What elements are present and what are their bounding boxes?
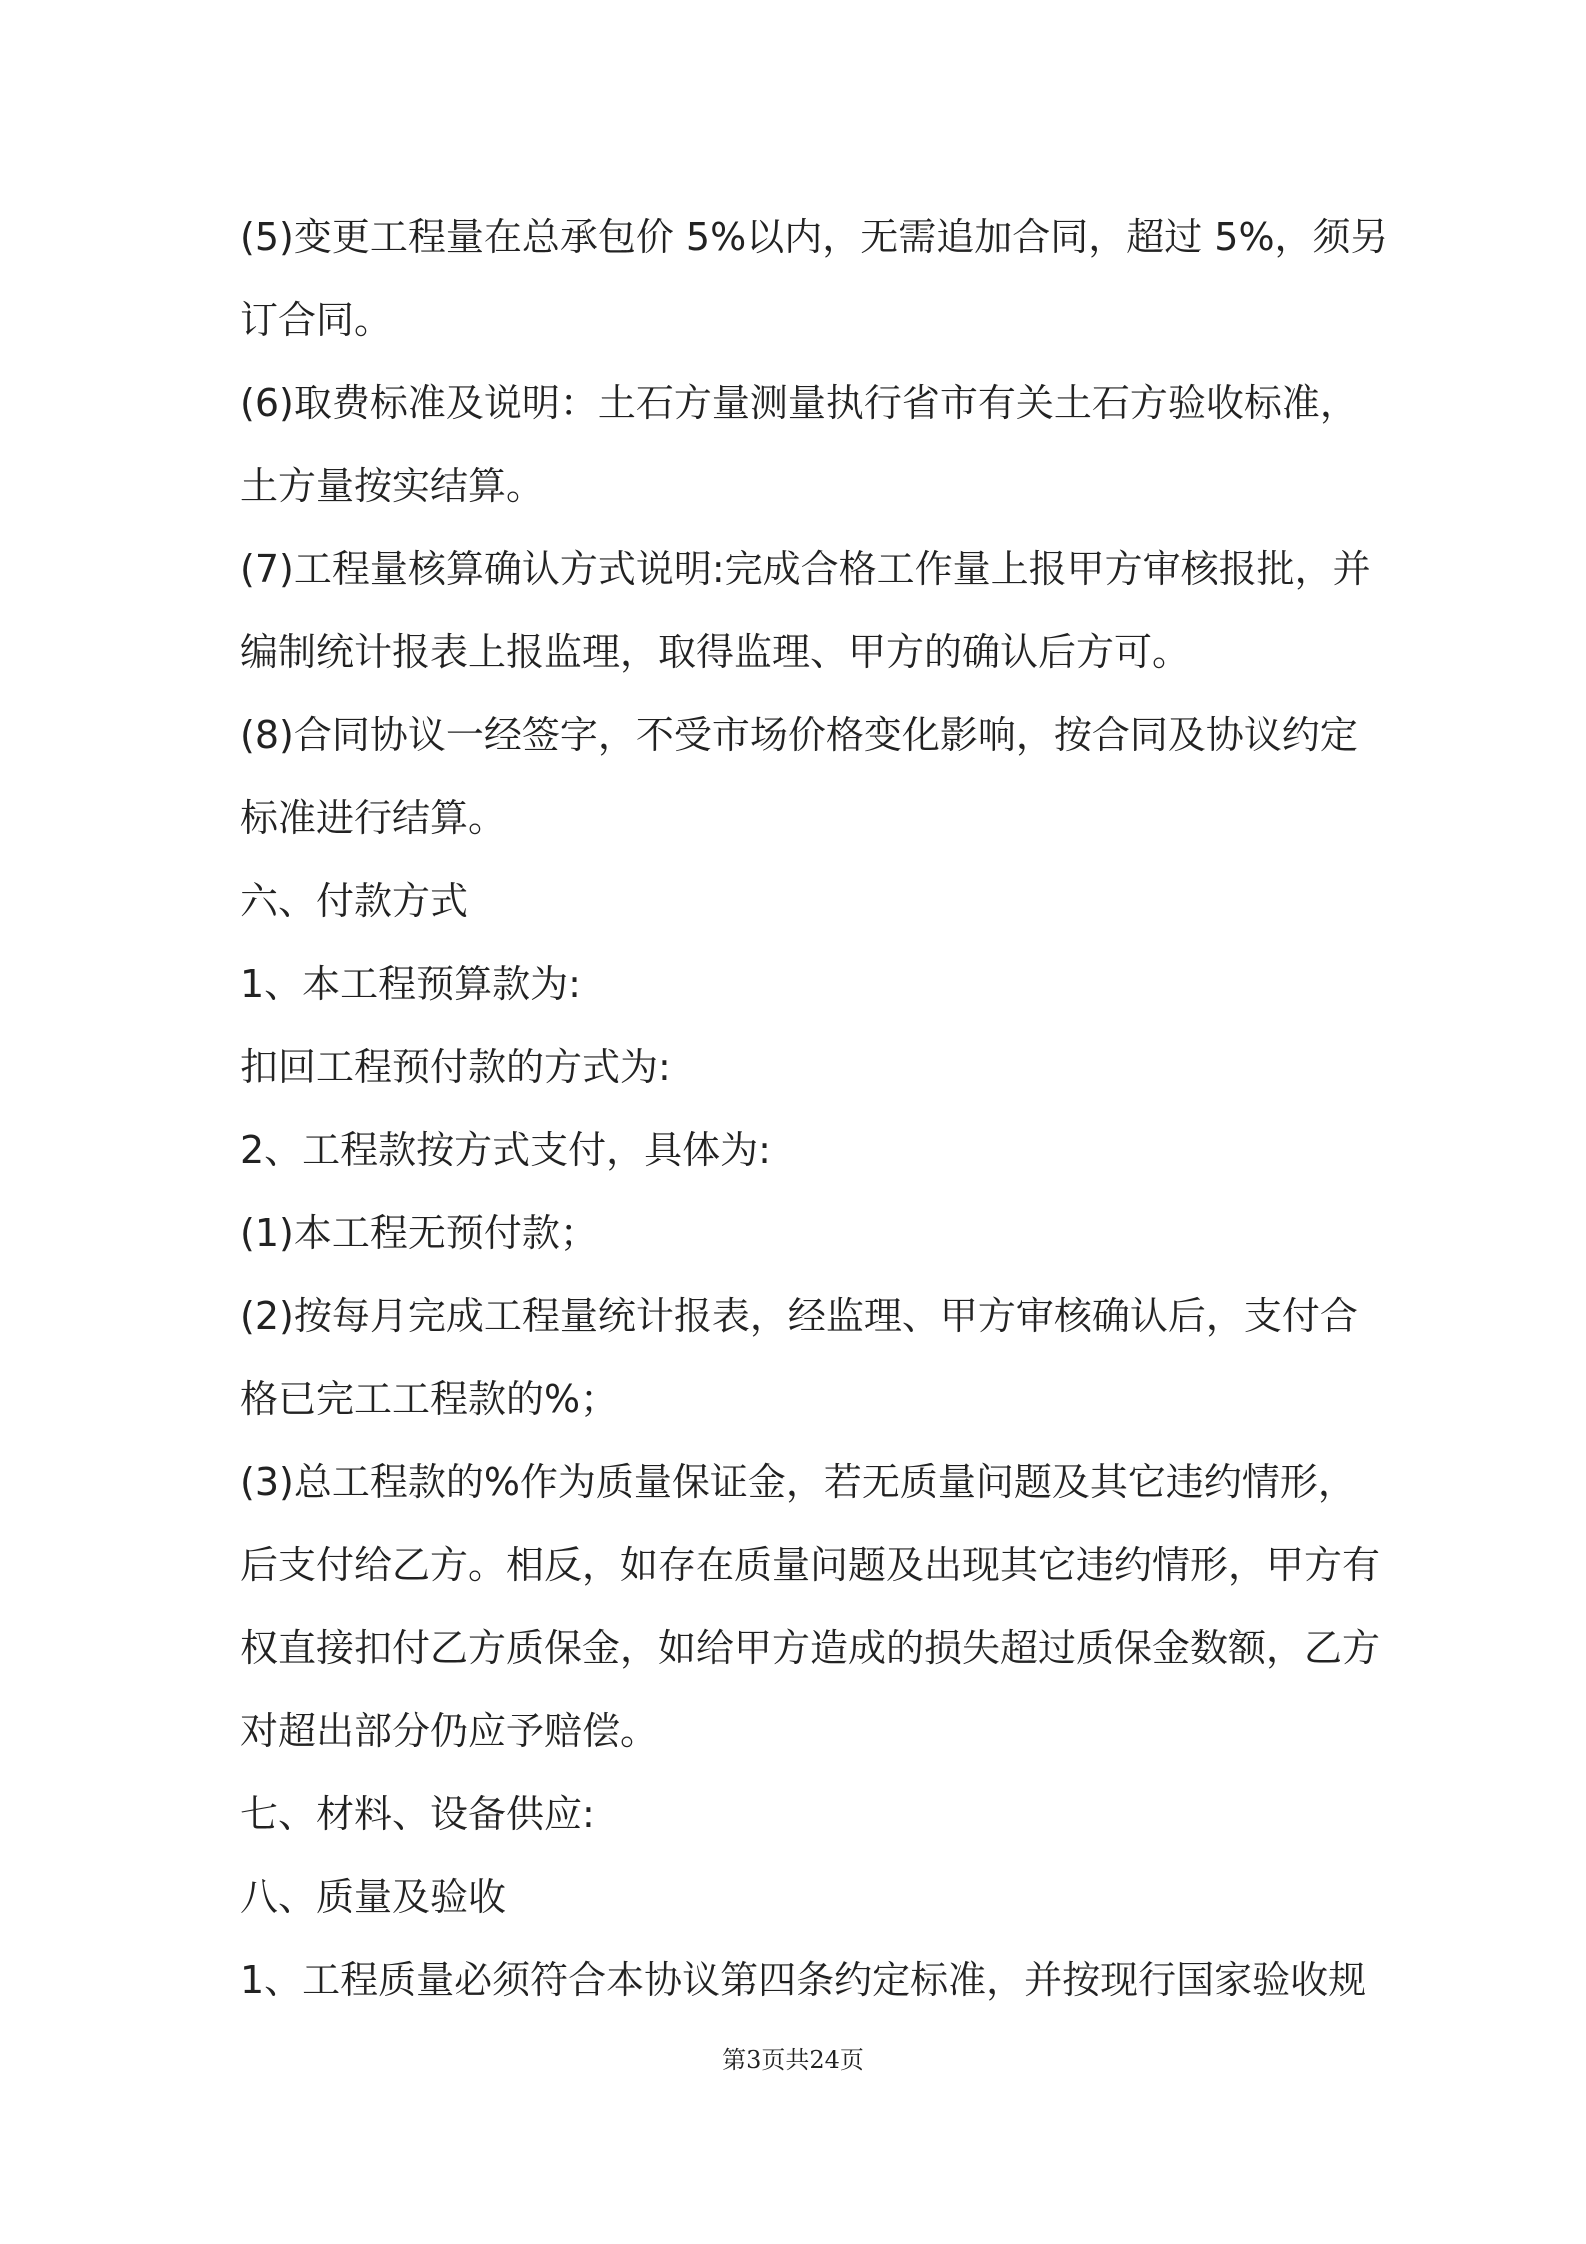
text-line: (6)取费标准及说明：土石方量测量执行省市有关土石方验收标准， [240,381,1358,425]
text-line: 标准进行结算。 [240,796,507,840]
text-line: (5)变更工程量在总承包价 5%以内，无需追加合同，超过 5%，须另 [240,215,1389,259]
text-line: 2、工程款按方式支付，具体为: [240,1128,771,1172]
text-line: 对超出部分仍应予赔偿。 [240,1709,659,1753]
section-heading: 六、付款方式 [240,879,469,923]
text-line: 权直接扣付乙方质保金，如给甲方造成的损失超过质保金数额，乙方 [240,1626,1381,1670]
text-line: 1、本工程预算款为: [240,962,581,1006]
document-body [240,196,1389,2022]
text-line: 土方量按实结算。 [240,464,545,508]
text-line: 后支付给乙方。相反，如存在质量问题及出现其它违约情形，甲方有 [240,1543,1381,1587]
text-line: (2)按每月完成工程量统计报表，经监理、甲方审核确认后，支付合 [240,1294,1358,1338]
text-line: (7)工程量核算确认方式说明:完成合格工作量上报甲方审核报批，并 [240,547,1371,591]
text-line: 订合同。 [240,298,393,342]
section-heading: 七、材料、设备供应: [240,1792,595,1836]
text-line: (1)本工程无预付款； [240,1211,598,1255]
section-heading: 八、质量及验收 [240,1875,507,1919]
text-line: 1、工程质量必须符合本协议第四条约定标准，并按现行国家验收规 [240,1958,1367,2002]
text-line: (8)合同协议一经签字，不受市场价格变化影响，按合同及协议约定 [240,713,1358,757]
text-line: (3)总工程款的%作为质量保证金，若无质量问题及其它违约情形， [240,1460,1356,1504]
text-line: 扣回工程预付款的方式为: [240,1045,671,1089]
text-line: 编制统计报表上报监理，取得监理、甲方的确认后方可。 [240,630,1191,674]
text-line: 格已完工工程款的%； [240,1377,619,1421]
page-number-footer: 第3页共24页 [722,2046,864,2074]
